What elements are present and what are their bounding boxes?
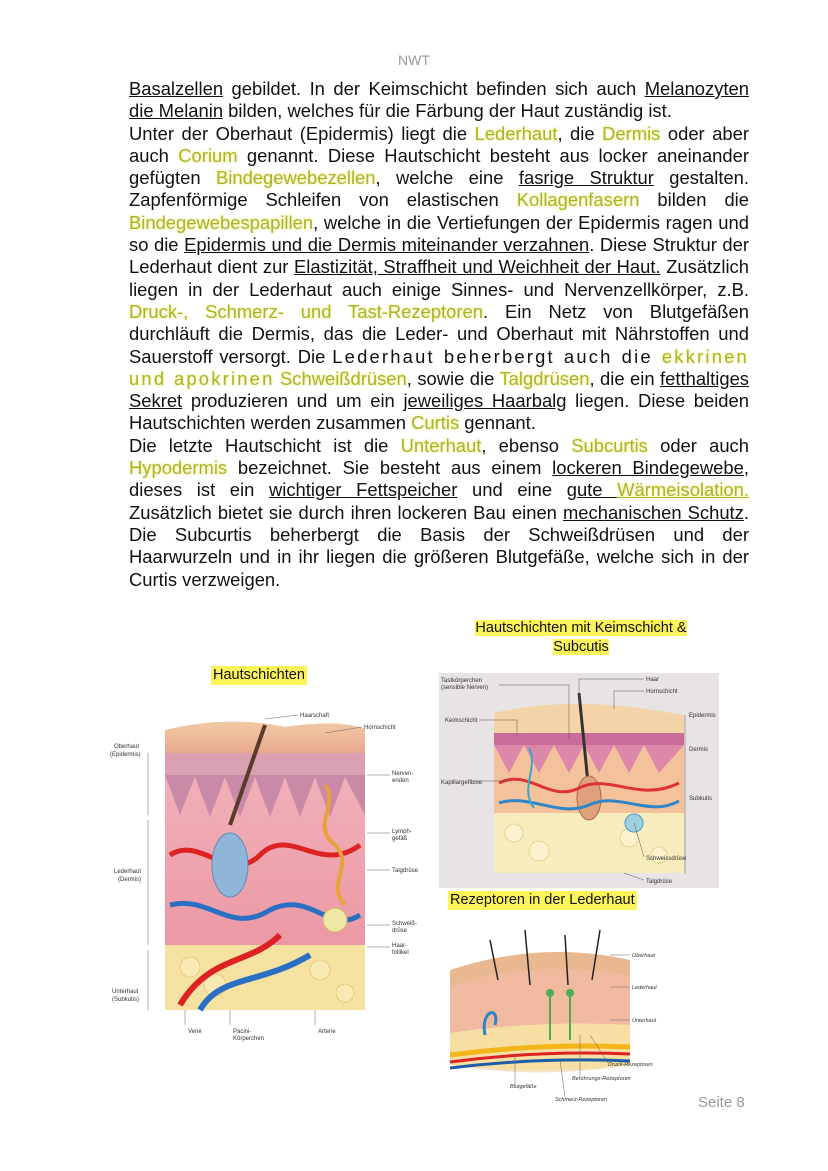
text-run: Kollagenfasern bbox=[516, 189, 640, 211]
caption-keimschicht-line1: Hautschichten mit Keimschicht & bbox=[475, 620, 687, 636]
text-run: , ebenso bbox=[481, 434, 572, 456]
figure-hautschichten bbox=[110, 705, 430, 1050]
label-subkutis: Subkutis bbox=[689, 796, 713, 802]
text-run: gestalten. Zapfenförmige Schleifen von elastischen bbox=[129, 167, 750, 211]
figure-keimschicht bbox=[439, 673, 719, 888]
label-oberhaut: Oberhaut bbox=[114, 744, 140, 750]
text-run: , welche in die Vertiefungen der Epidermis ragen und so die bbox=[129, 211, 749, 256]
paragraph-1 bbox=[129, 78, 749, 123]
text-run: . Die Subcurtis beherbergt die Basis der Schweißdrüsen und der Haarwurzeln und in ihr liegen die größeren Blutgefäße, welche sich in der Curtis verzweigen. bbox=[129, 501, 749, 590]
text-run: Druck-, Schmerz- und Tast-Rezeptoren bbox=[129, 300, 483, 322]
label-talgdruese: Talgdrüse bbox=[392, 868, 419, 874]
label-dermis: Dermis bbox=[689, 747, 708, 753]
label-epidermis: Epidermis bbox=[689, 713, 716, 719]
text-run: Unter der Oberhaut (Epidermis) liegt die bbox=[129, 122, 475, 144]
text-run: Unterhaut bbox=[400, 434, 482, 456]
label-epidermis: (Epidermis) bbox=[110, 752, 141, 758]
text-run: Schweißdrüsen bbox=[280, 367, 407, 389]
label-lymph-2: gefäß bbox=[392, 836, 408, 842]
text-run: gute bbox=[566, 479, 618, 501]
label-schmerz-rezeptoren: Schmerz-Rezeptoren bbox=[555, 1097, 607, 1103]
label-lederhaut: Lederhaut bbox=[632, 985, 657, 991]
label-haar: Haar bbox=[646, 677, 660, 683]
label-unterhaut: Unterhaut bbox=[632, 1018, 657, 1024]
text-run: gebildet. In der Keimschicht befinden sich auch bbox=[223, 78, 645, 99]
text-run: Lederhaut beherbergt auch die bbox=[332, 345, 662, 367]
text-run: Elastizität, Straffheit und Weichheit der Haut. bbox=[294, 256, 661, 278]
caption-hautschichten: Hautschichten bbox=[213, 667, 305, 683]
text-run: , sowie die bbox=[406, 367, 500, 389]
text-run: Dermis bbox=[602, 122, 661, 144]
label-lymph-1: Lymph- bbox=[392, 829, 412, 835]
label-oberhaut: Oberhaut bbox=[632, 953, 655, 959]
label-beruehrungs-rezeptoren: Berührungs-Rezeptoren bbox=[572, 1076, 631, 1082]
page-header: NWT bbox=[398, 52, 430, 68]
text-run: mechanischen Schutz bbox=[562, 501, 744, 523]
text-run: genannt. Diese Hautschicht besteht aus locker aneinander gefügten bbox=[129, 144, 749, 189]
label-haar-1: Haar- bbox=[392, 943, 408, 949]
text-run: wichtiger Fettspeicher bbox=[268, 479, 458, 501]
label-blutgefaesse: Blutgefäße bbox=[510, 1084, 537, 1090]
text-run: liegen. Diese beiden Hautschichten werden zusammen bbox=[129, 390, 749, 434]
label-lederhaut: Lederhaut bbox=[114, 869, 142, 875]
text-run: Zusätzlich liegen in der Lederhaut auch einige Sinnes- und Nervenzellkörper, z.B. bbox=[129, 256, 749, 300]
text-run: Epidermis und die Dermis miteinander verzahnen bbox=[184, 234, 590, 256]
paragraph-3 bbox=[129, 435, 749, 591]
label-hornschicht: Hornschicht bbox=[364, 725, 396, 731]
label-keimschicht: Keimschicht bbox=[445, 718, 478, 724]
body-text bbox=[129, 78, 749, 591]
label-arterie: Arterie bbox=[318, 1029, 336, 1035]
text-run: Bindegewebezellen bbox=[216, 167, 376, 189]
label-hornschicht: Hornschicht bbox=[646, 689, 678, 695]
text-run: Basalzellen bbox=[129, 78, 224, 99]
page-number: Seite 8 bbox=[698, 1094, 745, 1111]
label-pacini-1: Pacini- bbox=[233, 1029, 252, 1035]
skin-block-illustration bbox=[165, 722, 365, 1010]
receptor-illustration bbox=[450, 930, 630, 1073]
caption-keimschicht-line2: Subcutis bbox=[553, 639, 609, 655]
label-kapillargefaesse: Kapillargefässe bbox=[441, 780, 483, 786]
text-run: Corium bbox=[178, 144, 238, 166]
text-run: , die ein bbox=[589, 367, 661, 389]
skin-section-illustration bbox=[494, 693, 684, 873]
text-run: bezeichnet. Sie besteht aus einem bbox=[227, 457, 553, 479]
label-tastkoerperchen-1: Tastkörperchen bbox=[441, 678, 483, 684]
text-run: Lederhaut bbox=[474, 122, 558, 144]
text-run: Subcurtis bbox=[571, 434, 648, 456]
text-run: fetthaltiges Sekret bbox=[129, 367, 749, 412]
text-run: . Ein Netz von Blutgefäßen durchläuft die Dermis, das die Leder- und Oberhaut mit Nährstoffen und Sauerstoff versorgt. Die bbox=[129, 300, 749, 367]
text-run: fasrige Struktur bbox=[518, 167, 654, 189]
label-tastkoerperchen-2: (sensible Nerven) bbox=[441, 685, 489, 691]
text-run: bilden die bbox=[639, 189, 749, 211]
text-run: Hypodermis bbox=[129, 457, 228, 479]
figure-rezeptoren bbox=[440, 925, 670, 1105]
label-dermis: (Dermis) bbox=[118, 877, 141, 883]
text-run: Talgdrüsen bbox=[499, 367, 590, 389]
label-subkutis: (Subkutis) bbox=[112, 997, 140, 1003]
label-schweiss-2: drüse bbox=[392, 928, 408, 934]
text-run: , welche eine bbox=[375, 167, 519, 189]
label-nervenenden-2: enden bbox=[392, 778, 409, 784]
text-run: oder auch bbox=[647, 434, 749, 456]
text-run: ekkrinen und apokrinen bbox=[129, 345, 749, 389]
text-run: oder aber auch bbox=[129, 122, 749, 166]
text-run: Melanozyten die Melanin bbox=[129, 78, 749, 122]
text-run: und eine bbox=[457, 479, 567, 501]
label-talgdruese: Talgdrüse bbox=[646, 879, 673, 885]
text-run: Zusätzlich bietet sie durch ihren lockeren Bau einen bbox=[129, 501, 563, 523]
text-run: gennant. bbox=[459, 412, 536, 434]
label-haar-2: follikel bbox=[392, 950, 409, 956]
text-run: Die letzte Hautschicht ist die bbox=[129, 434, 401, 456]
text-run: Bindegewebespapillen bbox=[129, 211, 314, 233]
text-run: produzieren und um ein bbox=[182, 390, 404, 412]
text-run: Curtis bbox=[411, 412, 460, 434]
caption-keimschicht bbox=[456, 619, 706, 657]
label-nervenenden-1: Nerven- bbox=[392, 771, 414, 777]
text-run: , dieses ist ein bbox=[129, 457, 749, 501]
text-run: Wärmeisolation. bbox=[617, 479, 749, 501]
text-run: jeweiliges Haarbalg bbox=[403, 390, 567, 412]
text-run: lockeren Bindegewebe bbox=[552, 457, 744, 479]
text-run: , die bbox=[557, 122, 603, 144]
label-schweiss-1: Schweiß- bbox=[392, 921, 418, 927]
label-unterhaut: Unterhaut bbox=[112, 989, 139, 995]
label-vene: Vene bbox=[188, 1029, 202, 1035]
caption-rezeptoren: Rezeptoren in der Lederhaut bbox=[450, 892, 635, 908]
label-schweissdruese: Schweissdrüse bbox=[646, 856, 687, 862]
paragraph-2 bbox=[129, 123, 749, 435]
label-haarschaft: Haarschaft bbox=[300, 713, 330, 719]
label-druck-rezeptoren: Druck-Rezeptoren bbox=[608, 1062, 653, 1068]
text-run: bilden, welches für die Färbung der Haut zuständig ist. bbox=[223, 100, 672, 122]
text-run: . Diese Struktur der Lederhaut dient zur bbox=[129, 234, 750, 278]
label-pacini-2: Körperchen bbox=[233, 1036, 265, 1042]
